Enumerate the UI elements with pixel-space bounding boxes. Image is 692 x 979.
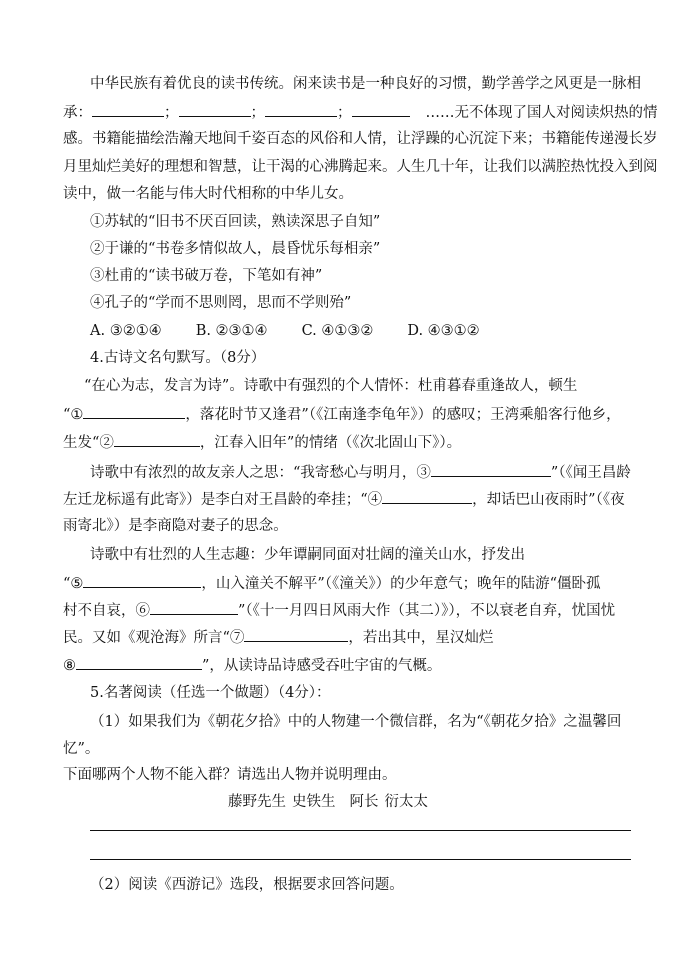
q4-line-2 [63,404,621,425]
answer-blank-3[interactable] [265,102,337,117]
poem-blank-3[interactable] [431,462,551,477]
separator-3: ； [337,105,352,121]
character-4: 衍太太 [384,794,428,810]
character-3: 阿长 [349,794,379,810]
poem-blank-2[interactable] [114,432,200,447]
poem-blank-4[interactable] [382,489,472,504]
q4-line-11 [63,655,441,676]
character-1: 藤野先生 [228,794,286,810]
poem-blank-6[interactable] [150,600,238,615]
option-d[interactable]: D. ④③①② [407,323,480,339]
q5-sub1-line-2: 忆”。 [63,741,100,757]
passage-line-1: 中华民族有着优良的读书传统。闲来读书是一种良好的习惯，勤学善学之风更是一脉相 [90,76,641,92]
answer-line-1[interactable] [90,830,631,831]
option-c[interactable]: C. ④①③② [301,323,374,339]
q4-line-4-end: ”（《闻王昌龄 [550,465,631,481]
answer-line-2[interactable] [90,859,631,860]
separator-2: ； [250,105,265,121]
quote-3: ③杜甫的“读书破万卷，下笔如有神” [90,268,323,284]
q4-line-10-start: 民。又如《观沧海》所言“⑦ [63,630,245,646]
q4-line-2-start: “① [63,407,84,423]
passage-line-3: 感。书籍能描绘浩瀚天地间千姿百态的风俗和人情，让浮躁的心沉淀下来；书籍能传递漫长岁 [63,131,658,147]
q4-line-4-start: 诗歌中有浓烈的故友亲人之思：“我寄愁心与明月，③ [90,465,431,481]
q4-line-5 [63,489,625,510]
q4-line-9-end: ”（《十一月四日风雨大作（其二）》），不以衰老自弃，忧国忧 [238,603,616,619]
passage-line-5: 读中，做一名能与伟大时代相称的中华儿女。 [63,186,353,202]
q4-line-3 [63,432,461,453]
q4-line-8 [63,573,601,594]
answer-blank-2[interactable] [179,102,251,117]
passage-line-2-start: 承： [63,105,92,121]
q4-line-10 [63,627,493,648]
q4-line-7: 诗歌中有壮烈的人生志趣：少年谭嗣同面对壮阔的潼关山水，抒发出 [90,547,525,563]
passage-line-2 [63,102,658,123]
q4-line-9 [63,600,615,621]
q4-line-4 [90,462,631,483]
question-5-title: 5.名著阅读（任选一个做题）（4分）： [90,685,331,701]
separator-1: ； [164,105,179,121]
q4-line-8-start: “⑤ [63,576,84,592]
q4-line-3-start: 生发“② [63,435,114,451]
q5-sub1-line-1: （1）如果我们为《朝花夕拾》中的人物建一个微信群，名为“《朝花夕拾》之温馨回 [90,714,622,730]
q4-line-11-end: ”，从读诗品诗感受吞吐宇宙的气概。 [202,658,442,674]
option-a[interactable]: A. ③②①④ [90,323,162,339]
poem-blank-8[interactable] [76,655,202,670]
q5-sub1-line-3: 下面哪两个人物不能入群？请选出人物并说明理由。 [63,767,397,783]
q4-line-3-end: ，江春入旧年”的情绪（《次北固山下》）。 [199,435,462,451]
answer-blank-1[interactable] [92,102,164,117]
answer-blank-4[interactable] [352,102,410,117]
q4-line-6: 雨寄北》）是李商隐对妻子的思念。 [63,518,288,534]
q4-line-10-end: ，若出其中，星汉灿烂 [348,630,494,646]
q4-line-5-start: 左迁龙标遥有此寄》）是李白对王昌龄的牵挂；“④ [63,492,383,508]
q4-line-8-end: ，山入潼关不解平”（《潼关》）的少年意气；晚年的陆游“僵卧孤 [201,576,601,592]
question-4-title: 4.古诗文名句默写。（8分） [90,350,266,366]
q4-line-9-start: 村不自哀，⑥ [63,603,150,619]
q5-sub2: （2）阅读《西游记》选段，根据要求回答问题。 [90,877,404,893]
character-2: 史铁生 [292,794,336,810]
q4-line-1: “在心为志，发言为诗”。诗歌中有强烈的个人情怀：杜甫暮春重逢故人，顿生 [84,378,578,394]
q4-line-5-end: ，却话巴山夜雨时”（《夜 [472,492,625,508]
poem-blank-5[interactable] [83,573,201,588]
options-row [90,321,480,341]
q4-line-2-end: ，落花时节又逢君”（《江南逢李龟年》）的感叹；王湾乘船客行他乡， [185,407,621,423]
option-b[interactable]: B. ②③①④ [195,323,268,339]
quote-1: ①苏轼的“旧书不厌百回读，熟读深思子自知” [90,214,381,230]
poem-blank-7[interactable] [244,627,348,642]
passage-line-4: 月里灿烂美好的理想和智慧，让干渴的心沸腾起来。人生几十年，让我们以满腔热忱投入到阅 [63,159,658,175]
poem-blank-1[interactable] [83,404,185,419]
quote-4: ④孔子的“学而不思则罔，思而不学则殆” [90,295,352,311]
quote-2: ②于谦的“书卷多情似故人，晨昏忧乐每相亲” [90,241,381,257]
q4-line-11-start: ⑧ [63,658,76,674]
character-names [228,792,428,812]
passage-line-2-end: ……无不体现了国人对阅读炽热的情 [425,105,658,121]
